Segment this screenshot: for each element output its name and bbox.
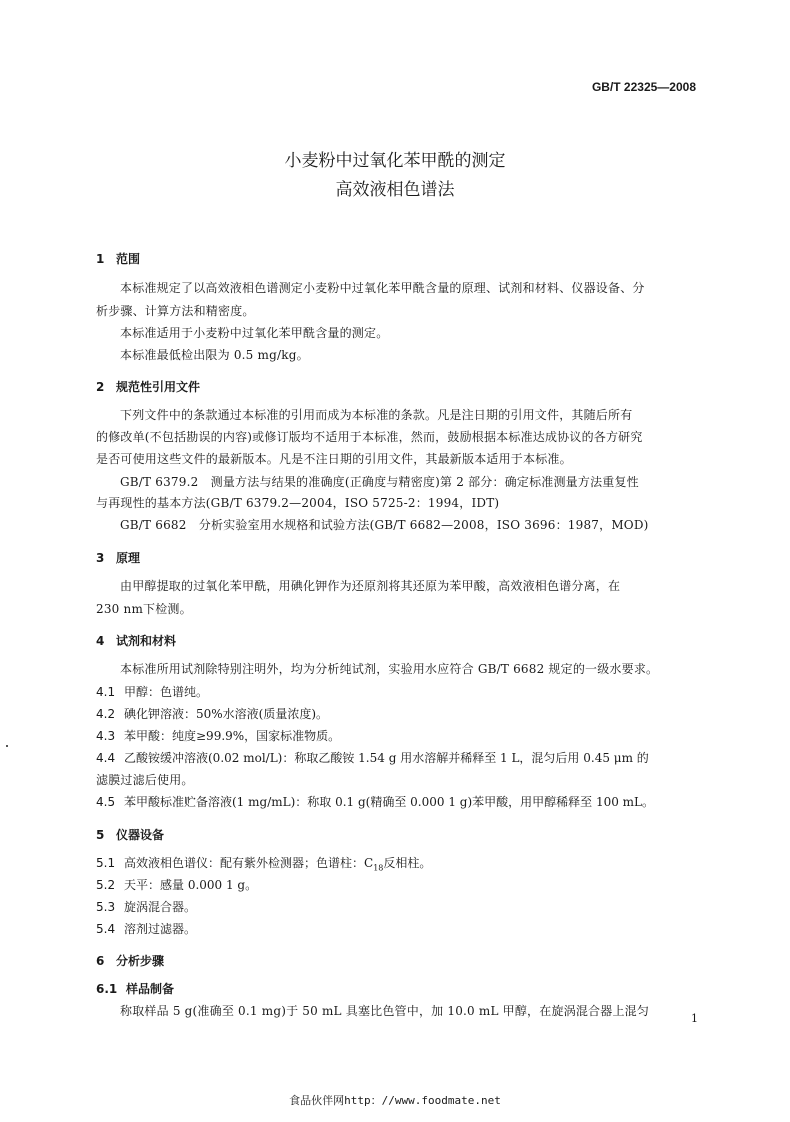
section-number: 6 xyxy=(96,954,105,968)
section-number: 5 xyxy=(96,828,105,842)
subsection-title: 样品制备 xyxy=(126,982,175,996)
paragraph-line: 230 nm下检测。 xyxy=(96,602,192,616)
section-5-heading xyxy=(96,826,164,843)
subscript: 18 xyxy=(373,863,384,873)
item-text: 天平：感量 0.000 1 g。 xyxy=(124,878,258,892)
paragraph-line: 下列文件中的条款通过本标准的引用而成为本标准的条款。凡是注日期的引用文件，其随后所有 xyxy=(120,408,633,422)
list-item xyxy=(96,920,196,937)
item-number: 4.3 xyxy=(96,729,116,743)
section-4-heading xyxy=(96,632,176,649)
paragraph-line: 由甲醇提取的过氧化苯甲酰，用碘化钾作为还原剂将其还原为苯甲酸，高效液相色谱分离，在 xyxy=(120,579,621,593)
subsection-number: 6.1 xyxy=(96,982,118,996)
item-text: 乙酸铵缓冲溶液(0.02 mol/L)：称取乙酸铵 1.54 g 用水溶解并稀释至 1 L，混匀后用 0.45 μm 的 xyxy=(124,751,649,765)
section-title: 范围 xyxy=(116,252,141,266)
paragraph-line: 析步骤、计算方法和精密度。 xyxy=(96,304,255,318)
section-number: 1 xyxy=(96,252,105,266)
section-title: 原理 xyxy=(116,551,141,565)
section-number: 4 xyxy=(96,634,105,648)
footer-watermark: 食品伙伴网http：//www.foodmate.net xyxy=(289,1094,501,1107)
item-number: 4.4 xyxy=(96,751,116,765)
paragraph-line: 是否可使用这些文件的最新版本。凡是不注日期的引用文件，其最新版本适用于本标准。 xyxy=(96,452,572,466)
item-text: 溶剂过滤器。 xyxy=(124,922,197,936)
section-title: 试剂和材料 xyxy=(116,634,177,648)
item-number: 4.2 xyxy=(96,707,116,721)
paragraph: 本标准适用于小麦粉中过氧化苯甲酰含量的测定。 xyxy=(120,326,389,340)
item-text: 苯甲酸标准贮备溶液(1 mg/mL)：称取 0.1 g(精确至 0.000 1 g)苯甲酸，用甲醇稀释至 100 mL。 xyxy=(124,795,655,809)
paragraph-line: 本标准规定了以高效液相色谱测定小麦粉中过氧化苯甲酰含量的原理、试剂和材料、仪器设备、分 xyxy=(120,281,645,295)
reference-line: GB/T 6379.2 测量方法与结果的准确度(正确度与精密度)第 2 部分：确定标准测量方法重复性 xyxy=(120,475,639,489)
section-number: 3 xyxy=(96,551,105,565)
section-title: 分析步骤 xyxy=(116,954,165,968)
section-number: 2 xyxy=(96,380,105,394)
reference-line: GB/T 6682 分析实验室用水规格和试验方法(GB/T 6682—2008，ISO 3696：1987，MOD) xyxy=(120,518,649,532)
item-number: 5.1 xyxy=(96,856,116,870)
item-text: 苯甲酸：纯度≥99.9%，国家标准物质。 xyxy=(124,729,341,743)
item-text: 甲醇：色谱纯。 xyxy=(124,685,209,699)
item-number: 5.4 xyxy=(96,922,116,936)
item-number: 5.2 xyxy=(96,878,116,892)
item-number: 5.3 xyxy=(96,900,116,914)
item-text: 高效液相色谱仪：配有紫外检测器；色谱柱：C xyxy=(124,856,374,870)
page-number: 1 xyxy=(691,1012,698,1025)
paragraph-line: 的修改单(不包括勘误的内容)或修订版均不适用于本标准，然而，鼓励根据本标准达成协议的各方研究 xyxy=(96,430,643,444)
section-2-heading xyxy=(96,378,200,395)
section-6-heading xyxy=(96,952,164,969)
subsection-heading xyxy=(96,980,174,997)
paragraph: 本标准所用试剂除特别注明外，均为分析纯试剂，实验用水应符合 GB/T 6682 规定的一级水要求。 xyxy=(120,662,659,676)
list-item xyxy=(96,876,257,893)
list-item xyxy=(96,749,649,766)
item-text: 旋涡混合器。 xyxy=(124,900,197,914)
item-number: 4.5 xyxy=(96,795,116,809)
doc-title: 小麦粉中过氧化苯甲酰的测定 xyxy=(284,151,506,171)
section-title: 规范性引用文件 xyxy=(116,380,201,394)
list-item xyxy=(96,898,196,915)
item-text: 反相柱。 xyxy=(383,856,432,870)
item-text: 碘化钾溶液：50%水溶液(质量浓度)。 xyxy=(124,707,329,721)
doc-subtitle: 高效液相色谱法 xyxy=(335,180,455,200)
section-1-heading xyxy=(96,250,140,267)
item-continuation: 滤膜过滤后使用。 xyxy=(96,773,194,787)
list-item xyxy=(96,727,340,744)
paragraph: 本标准最低检出限为 0.5 mg/kg。 xyxy=(120,348,309,362)
list-item xyxy=(96,793,654,810)
paragraph-line: 称取样品 5 g(准确至 0.1 mg)于 50 mL 具塞比色管中，加 10.0 mL 甲醇，在旋涡混合器上混匀 xyxy=(120,1004,650,1018)
reference-line: 与再现性的基本方法(GB/T 6379.2—2004，ISO 5725-2：1994，IDT) xyxy=(96,496,500,510)
list-item xyxy=(96,705,328,722)
standard-number: GB/T 22325—2008 xyxy=(591,80,696,94)
item-number: 4.1 xyxy=(96,685,116,699)
list-item xyxy=(96,854,431,872)
list-item xyxy=(96,683,208,700)
section-3-heading xyxy=(96,549,140,566)
section-title: 仪器设备 xyxy=(116,828,165,842)
margin-mark xyxy=(6,745,8,747)
